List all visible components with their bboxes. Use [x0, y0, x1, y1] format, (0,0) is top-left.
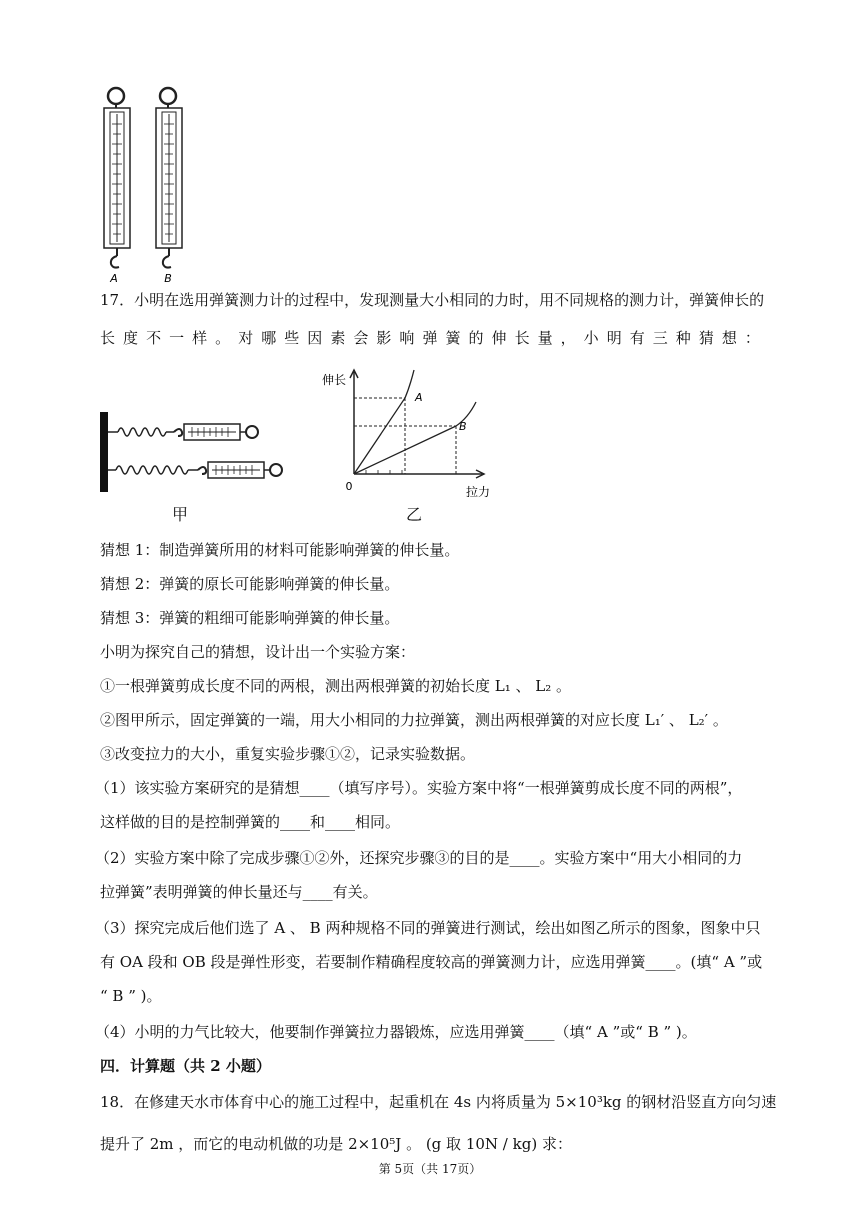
- figure-jia-caption: 甲: [172, 505, 189, 524]
- plan-step-3: ③改变拉力的大小，重复实验步骤①②，记录实验数据。: [100, 745, 476, 763]
- intro-char: 会: [353, 329, 369, 347]
- plan-intro: 小明为探究自己的猜想，设计出一个实验方案：: [100, 643, 416, 661]
- sub-question-3-line1: （3）探究完成后他们选了 A 、 B 两种规格不同的弹簧进行测试，绘出如图乙所示的图象，图象中只: [95, 919, 761, 937]
- intro-char: ：: [744, 329, 760, 347]
- intro-char: 小: [583, 329, 599, 347]
- intro-char: ，: [560, 329, 576, 347]
- intro-char: 有: [629, 329, 645, 347]
- scale-label-a: A: [110, 272, 118, 285]
- intro-char: 伸: [491, 329, 507, 347]
- intro-char: 哪: [261, 329, 277, 347]
- intro-char: 长: [100, 329, 116, 347]
- curve-label-a: A: [415, 391, 423, 404]
- wall: [100, 412, 108, 492]
- sub-question-3-line3: “ B ” )。: [100, 987, 162, 1005]
- figure-yi-caption: 乙: [406, 505, 423, 524]
- q18-line1: 18．在修建天水市体育中心的施工过程中，起重机在 4s 内将质量为 5×10³kg 的钢材沿竖直方向匀速: [100, 1093, 777, 1111]
- intro-char: 簧: [445, 329, 461, 347]
- graph-xlabel: 拉力: [466, 485, 491, 499]
- intro-char: 长: [514, 329, 530, 347]
- figure-yi-graph: [316, 366, 516, 502]
- graph-ylabel: 伸长: [322, 373, 347, 387]
- intro-char: 响: [399, 329, 415, 347]
- graph-origin: 0: [345, 480, 353, 493]
- intro-char: 对: [238, 329, 254, 347]
- sub-question-4-line1: （4）小明的力气比较大，他要制作弹簧拉力器锻炼，应选用弹簧____（填“ A ”或“ B ” )。: [95, 1023, 697, 1041]
- curve-label-b: B: [459, 420, 467, 433]
- intro-char: 弹: [422, 329, 438, 347]
- spring-scale-a: [104, 88, 130, 268]
- intro-char: 猜: [698, 329, 714, 347]
- figure-jia: [98, 408, 298, 498]
- section-title-calculation: 四．计算题（共 2 小题）: [100, 1057, 271, 1075]
- scale-label-b: B: [164, 272, 172, 285]
- spring-scales-figure: [96, 84, 206, 286]
- intro-char: 。: [215, 329, 231, 347]
- intro-char: 三: [652, 329, 668, 347]
- q18-line2: 提升了 2m ，而它的电动机做的功是 2×10⁵J 。 (g 取 10N / kg) 求：: [100, 1135, 572, 1153]
- guess-2: 猜想 2：弹簧的原长可能影响弹簧的伸长量。: [100, 575, 400, 593]
- sub-question-1-line2: 这样做的目的是控制弹簧的____和____相同。: [100, 813, 401, 831]
- long-spring: [116, 466, 188, 474]
- intro-char: 种: [675, 329, 691, 347]
- spring-scale-b: [156, 88, 182, 268]
- q17-intro-line2: [100, 328, 760, 348]
- sub-question-2-line2: 拉弹簧”表明弹簧的伸长量还与____有关。: [100, 883, 378, 901]
- plan-step-1: ①一根弹簧剪成长度不同的两根，测出两根弹簧的初始长度 L₁ 、 L₂ 。: [100, 677, 572, 695]
- intro-char: 素: [330, 329, 346, 347]
- intro-char: 一: [169, 329, 185, 347]
- page-footer: 第 5页（共 17页）: [378, 1162, 482, 1176]
- intro-char: 些: [284, 329, 300, 347]
- curve-b: [354, 402, 476, 474]
- intro-char: 想: [721, 329, 737, 347]
- intro-char: 明: [606, 329, 622, 347]
- intro-char: 不: [146, 329, 162, 347]
- q17-intro-line1: 17．小明在选用弹簧测力计的过程中，发现测量大小相同的力时，用不同规格的测力计，弹簧伸长的: [100, 291, 765, 309]
- guess-1: 猜想 1：制造弹簧所用的材料可能影响弹簧的伸长量。: [100, 541, 460, 559]
- intro-char: 度: [123, 329, 139, 347]
- sub-question-1-line1: （1）该实验方案研究的是猜想____（填写序号）。实验方案中将“一根弹簧剪成长度不同的两根”，: [95, 779, 743, 797]
- sub-question-3-line2: 有 OA 段和 OB 段是弹性形变，若要制作精确程度较高的弹簧测力计，应选用弹簧____。(填“ A ”或: [100, 953, 763, 971]
- intro-char: 样: [192, 329, 208, 347]
- intro-char: 因: [307, 329, 323, 347]
- short-spring: [118, 428, 166, 436]
- plan-step-2: ②图甲所示，固定弹簧的一端，用大小相同的力拉弹簧，测出两根弹簧的对应长度 L₁′ 、 L₂′ 。: [100, 711, 728, 729]
- guess-3: 猜想 3：弹簧的粗细可能影响弹簧的伸长量。: [100, 609, 400, 627]
- intro-char: 量: [537, 329, 553, 347]
- intro-char: 的: [468, 329, 484, 347]
- intro-char: 影: [376, 329, 392, 347]
- sub-question-2-line1: （2）实验方案中除了完成步骤①②外，还探究步骤③的目的是____。实验方案中“用大小相同的力: [95, 849, 743, 867]
